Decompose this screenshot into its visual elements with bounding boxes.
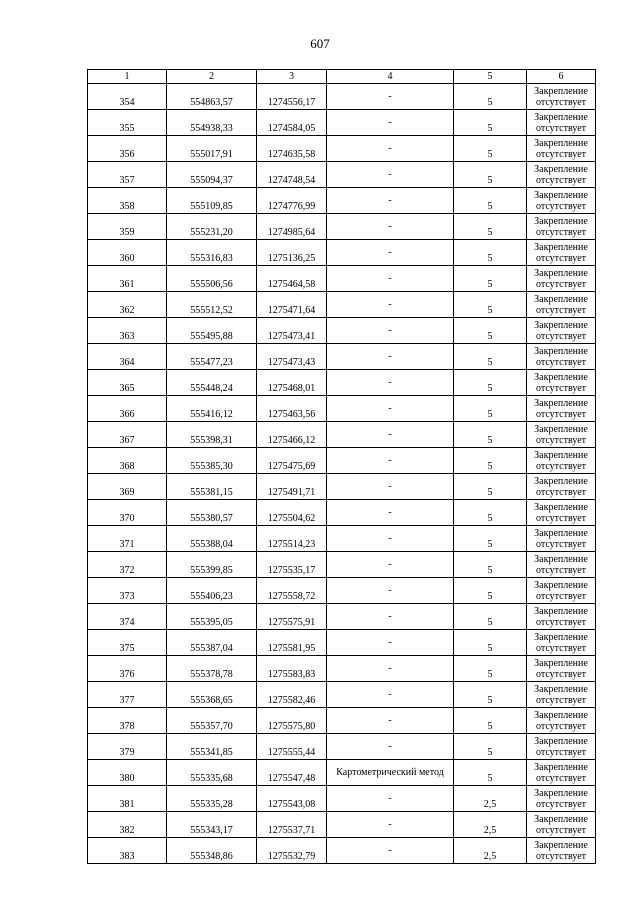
accuracy-cell: 5 xyxy=(454,656,527,682)
fixing-line-2: отсутствует xyxy=(535,148,587,160)
fixing-line-1: Закрепление xyxy=(534,319,588,331)
y-coordinate-cell: 1275582,46 xyxy=(257,682,327,708)
method-cell: - xyxy=(327,292,454,318)
fixing-line-1: Закрепление xyxy=(534,475,588,487)
fixing-line-2: отсутствует xyxy=(535,798,587,810)
accuracy-cell: 5 xyxy=(454,448,527,474)
fixing-line-1: Закрепление xyxy=(534,787,588,799)
table-row xyxy=(88,734,596,760)
x-coordinate-cell: 555335,68 xyxy=(167,760,257,786)
y-coordinate-cell: 1275575,91 xyxy=(257,604,327,630)
point-number-cell: 356 xyxy=(88,136,167,162)
y-coordinate-cell: 1275136,25 xyxy=(257,240,327,266)
fixing-line-1: Закрепление xyxy=(534,111,588,123)
accuracy-cell: 5 xyxy=(454,500,527,526)
header-col-2: 2 xyxy=(167,70,257,84)
method-cell: - xyxy=(327,422,454,448)
table-row xyxy=(88,500,596,526)
fixing-line-1: Закрепление xyxy=(534,631,588,643)
point-number-cell: 374 xyxy=(88,604,167,630)
y-coordinate-cell: 1274556,17 xyxy=(257,84,327,110)
x-coordinate-cell: 555416,12 xyxy=(167,396,257,422)
fixing-line-1: Закрепление xyxy=(534,839,588,851)
fixing-line-2: отсутствует xyxy=(535,694,587,706)
fixing-description-cell xyxy=(527,500,596,526)
x-coordinate-cell: 555448,24 xyxy=(167,370,257,396)
fixing-description-cell xyxy=(527,318,596,344)
fixing-line-2: отсутствует xyxy=(535,590,587,602)
method-cell: - xyxy=(327,708,454,734)
y-coordinate-cell: 1275555,44 xyxy=(257,734,327,760)
fixing-line-1: Закрепление xyxy=(534,449,588,461)
fixing-description-cell xyxy=(527,708,596,734)
point-number-cell: 359 xyxy=(88,214,167,240)
method-cell: Картометрический метод xyxy=(327,760,454,786)
fixing-line-2: отсутствует xyxy=(535,174,587,186)
method-cell: - xyxy=(327,526,454,552)
x-coordinate-cell: 555109,85 xyxy=(167,188,257,214)
fixing-description-cell xyxy=(527,474,596,500)
fixing-line-2: отсутствует xyxy=(535,434,587,446)
fixing-line-1: Закрепление xyxy=(534,241,588,253)
fixing-line-1: Закрепление xyxy=(534,189,588,201)
fixing-description-cell xyxy=(527,656,596,682)
table-row xyxy=(88,136,596,162)
fixing-line-2: отсутствует xyxy=(535,850,587,862)
fixing-line-2: отсутствует xyxy=(535,746,587,758)
fixing-line-1: Закрепление xyxy=(534,553,588,565)
accuracy-cell: 5 xyxy=(454,604,527,630)
fixing-line-2: отсутствует xyxy=(535,382,587,394)
accuracy-cell: 5 xyxy=(454,344,527,370)
header-col-1: 1 xyxy=(88,70,167,84)
method-cell: - xyxy=(327,318,454,344)
y-coordinate-cell: 1275575,80 xyxy=(257,708,327,734)
accuracy-cell: 5 xyxy=(454,266,527,292)
fixing-line-1: Закрепление xyxy=(534,683,588,695)
fixing-description-cell xyxy=(527,682,596,708)
point-number-cell: 380 xyxy=(88,760,167,786)
fixing-description-cell xyxy=(527,344,596,370)
accuracy-cell: 5 xyxy=(454,578,527,604)
method-cell: - xyxy=(327,136,454,162)
point-number-cell: 370 xyxy=(88,500,167,526)
table-row xyxy=(88,526,596,552)
fixing-line-2: отсутствует xyxy=(535,96,587,108)
fixing-line-2: отсутствует xyxy=(535,278,587,290)
fixing-line-2: отсутствует xyxy=(535,486,587,498)
header-col-6: 6 xyxy=(527,70,596,84)
table-row xyxy=(88,84,596,110)
fixing-description-cell xyxy=(527,578,596,604)
fixing-line-1: Закрепление xyxy=(534,501,588,513)
method-cell: - xyxy=(327,344,454,370)
fixing-line-1: Закрепление xyxy=(534,397,588,409)
accuracy-cell: 5 xyxy=(454,318,527,344)
fixing-line-1: Закрепление xyxy=(534,293,588,305)
point-number-cell: 376 xyxy=(88,656,167,682)
method-cell: - xyxy=(327,188,454,214)
table-row xyxy=(88,656,596,682)
fixing-line-1: Закрепление xyxy=(534,527,588,539)
method-cell: - xyxy=(327,552,454,578)
table-row xyxy=(88,240,596,266)
y-coordinate-cell: 1275543,08 xyxy=(257,786,327,812)
point-number-cell: 369 xyxy=(88,474,167,500)
y-coordinate-cell: 1275475,69 xyxy=(257,448,327,474)
fixing-line-1: Закрепление xyxy=(534,709,588,721)
point-number-cell: 364 xyxy=(88,344,167,370)
fixing-description-cell xyxy=(527,604,596,630)
fixing-line-1: Закрепление xyxy=(534,735,588,747)
x-coordinate-cell: 555094,37 xyxy=(167,162,257,188)
point-number-cell: 365 xyxy=(88,370,167,396)
y-coordinate-cell: 1275504,62 xyxy=(257,500,327,526)
fixing-description-cell xyxy=(527,84,596,110)
y-coordinate-cell: 1275471,64 xyxy=(257,292,327,318)
accuracy-cell: 5 xyxy=(454,188,527,214)
y-coordinate-cell: 1275468,01 xyxy=(257,370,327,396)
method-cell: - xyxy=(327,240,454,266)
y-coordinate-cell: 1274985,64 xyxy=(257,214,327,240)
fixing-line-1: Закрепление xyxy=(534,215,588,227)
accuracy-cell: 5 xyxy=(454,110,527,136)
method-cell: - xyxy=(327,786,454,812)
table-row xyxy=(88,552,596,578)
point-number-cell: 375 xyxy=(88,630,167,656)
x-coordinate-cell: 555378,78 xyxy=(167,656,257,682)
y-coordinate-cell: 1275491,71 xyxy=(257,474,327,500)
point-number-cell: 367 xyxy=(88,422,167,448)
accuracy-cell: 2,5 xyxy=(454,786,527,812)
point-number-cell: 361 xyxy=(88,266,167,292)
table-row xyxy=(88,344,596,370)
method-cell: - xyxy=(327,500,454,526)
point-number-cell: 383 xyxy=(88,838,167,864)
accuracy-cell: 5 xyxy=(454,526,527,552)
fixing-line-2: отсутствует xyxy=(535,824,587,836)
method-cell: - xyxy=(327,734,454,760)
fixing-line-2: отсутствует xyxy=(535,616,587,628)
point-number-cell: 366 xyxy=(88,396,167,422)
x-coordinate-cell: 555381,15 xyxy=(167,474,257,500)
table-row xyxy=(88,448,596,474)
accuracy-cell: 2,5 xyxy=(454,812,527,838)
fixing-line-1: Закрепление xyxy=(534,761,588,773)
fixing-line-1: Закрепление xyxy=(534,345,588,357)
header-col-3: 3 xyxy=(257,70,327,84)
x-coordinate-cell: 554863,57 xyxy=(167,84,257,110)
fixing-description-cell xyxy=(527,110,596,136)
fixing-line-1: Закрепление xyxy=(534,163,588,175)
header-row xyxy=(88,70,596,84)
x-coordinate-cell: 555388,04 xyxy=(167,526,257,552)
fixing-line-2: отсутствует xyxy=(535,772,587,784)
fixing-line-1: Закрепление xyxy=(534,371,588,383)
y-coordinate-cell: 1275583,83 xyxy=(257,656,327,682)
fixing-line-1: Закрепление xyxy=(534,605,588,617)
method-cell: - xyxy=(327,214,454,240)
x-coordinate-cell: 555017,91 xyxy=(167,136,257,162)
fixing-description-cell xyxy=(527,552,596,578)
fixing-line-2: отсутствует xyxy=(535,252,587,264)
table-header xyxy=(88,70,596,84)
table-row xyxy=(88,214,596,240)
x-coordinate-cell: 555368,65 xyxy=(167,682,257,708)
fixing-line-1: Закрепление xyxy=(534,579,588,591)
y-coordinate-cell: 1275514,23 xyxy=(257,526,327,552)
x-coordinate-cell: 555385,30 xyxy=(167,448,257,474)
accuracy-cell: 5 xyxy=(454,708,527,734)
fixing-description-cell xyxy=(527,422,596,448)
accuracy-cell: 5 xyxy=(454,292,527,318)
accuracy-cell: 5 xyxy=(454,136,527,162)
method-cell: - xyxy=(327,266,454,292)
y-coordinate-cell: 1274748,54 xyxy=(257,162,327,188)
y-coordinate-cell: 1274584,05 xyxy=(257,110,327,136)
point-number-cell: 382 xyxy=(88,812,167,838)
fixing-description-cell xyxy=(527,396,596,422)
table-row xyxy=(88,578,596,604)
y-coordinate-cell: 1275464,58 xyxy=(257,266,327,292)
accuracy-cell: 5 xyxy=(454,630,527,656)
fixing-line-2: отсутствует xyxy=(535,642,587,654)
x-coordinate-cell: 555477,23 xyxy=(167,344,257,370)
table-row xyxy=(88,266,596,292)
x-coordinate-cell: 555348,86 xyxy=(167,838,257,864)
point-number-cell: 357 xyxy=(88,162,167,188)
fixing-description-cell xyxy=(527,734,596,760)
x-coordinate-cell: 555231,20 xyxy=(167,214,257,240)
fixing-line-1: Закрепление xyxy=(534,137,588,149)
point-number-cell: 373 xyxy=(88,578,167,604)
fixing-line-2: отсутствует xyxy=(535,538,587,550)
fixing-description-cell xyxy=(527,266,596,292)
table-row xyxy=(88,318,596,344)
accuracy-cell: 5 xyxy=(454,84,527,110)
table-row xyxy=(88,682,596,708)
fixing-line-1: Закрепление xyxy=(534,423,588,435)
accuracy-cell: 5 xyxy=(454,422,527,448)
fixing-line-2: отсутствует xyxy=(535,720,587,732)
method-cell: - xyxy=(327,578,454,604)
y-coordinate-cell: 1275532,79 xyxy=(257,838,327,864)
x-coordinate-cell: 555357,70 xyxy=(167,708,257,734)
table-row xyxy=(88,474,596,500)
table-body xyxy=(88,84,596,864)
accuracy-cell: 5 xyxy=(454,240,527,266)
method-cell: - xyxy=(327,396,454,422)
x-coordinate-cell: 555506,56 xyxy=(167,266,257,292)
point-number-cell: 379 xyxy=(88,734,167,760)
accuracy-cell: 5 xyxy=(454,396,527,422)
fixing-line-1: Закрепление xyxy=(534,267,588,279)
fixing-line-1: Закрепление xyxy=(534,657,588,669)
fixing-description-cell xyxy=(527,838,596,864)
point-number-cell: 378 xyxy=(88,708,167,734)
table-row xyxy=(88,760,596,786)
fixing-description-cell xyxy=(527,448,596,474)
fixing-line-2: отсутствует xyxy=(535,200,587,212)
y-coordinate-cell: 1274776,99 xyxy=(257,188,327,214)
accuracy-cell: 5 xyxy=(454,162,527,188)
point-number-cell: 363 xyxy=(88,318,167,344)
y-coordinate-cell: 1275466,12 xyxy=(257,422,327,448)
fixing-description-cell xyxy=(527,188,596,214)
x-coordinate-cell: 555343,17 xyxy=(167,812,257,838)
x-coordinate-cell: 555380,57 xyxy=(167,500,257,526)
fixing-description-cell xyxy=(527,760,596,786)
method-cell: - xyxy=(327,84,454,110)
table-row xyxy=(88,188,596,214)
point-number-cell: 381 xyxy=(88,786,167,812)
fixing-description-cell xyxy=(527,812,596,838)
y-coordinate-cell: 1275581,95 xyxy=(257,630,327,656)
table-row xyxy=(88,396,596,422)
fixing-line-1: Закрепление xyxy=(534,85,588,97)
point-number-cell: 360 xyxy=(88,240,167,266)
x-coordinate-cell: 555406,23 xyxy=(167,578,257,604)
table-row xyxy=(88,838,596,864)
table-row xyxy=(88,630,596,656)
page-number: 607 xyxy=(310,36,330,51)
fixing-description-cell xyxy=(527,136,596,162)
y-coordinate-cell: 1275537,71 xyxy=(257,812,327,838)
table-row xyxy=(88,110,596,136)
point-number-cell: 355 xyxy=(88,110,167,136)
y-coordinate-cell: 1275463,56 xyxy=(257,396,327,422)
fixing-line-2: отсутствует xyxy=(535,460,587,472)
method-cell: - xyxy=(327,682,454,708)
y-coordinate-cell: 1275547,48 xyxy=(257,760,327,786)
point-number-cell: 377 xyxy=(88,682,167,708)
table-row xyxy=(88,812,596,838)
fixing-line-2: отсутствует xyxy=(535,668,587,680)
accuracy-cell: 5 xyxy=(454,370,527,396)
fixing-description-cell xyxy=(527,292,596,318)
fixing-line-2: отсутствует xyxy=(535,304,587,316)
header-col-5: 5 xyxy=(454,70,527,84)
method-cell: - xyxy=(327,370,454,396)
table-row xyxy=(88,422,596,448)
accuracy-cell: 5 xyxy=(454,474,527,500)
point-number-cell: 354 xyxy=(88,84,167,110)
y-coordinate-cell: 1275473,43 xyxy=(257,344,327,370)
method-cell: - xyxy=(327,838,454,864)
y-coordinate-cell: 1275473,41 xyxy=(257,318,327,344)
x-coordinate-cell: 554938,33 xyxy=(167,110,257,136)
method-cell: - xyxy=(327,604,454,630)
fixing-line-2: отсутствует xyxy=(535,564,587,576)
method-cell: - xyxy=(327,162,454,188)
fixing-description-cell xyxy=(527,786,596,812)
x-coordinate-cell: 555316,83 xyxy=(167,240,257,266)
fixing-description-cell xyxy=(527,526,596,552)
x-coordinate-cell: 555495,88 xyxy=(167,318,257,344)
fixing-line-2: отсутствует xyxy=(535,122,587,134)
point-number-cell: 358 xyxy=(88,188,167,214)
y-coordinate-cell: 1275558,72 xyxy=(257,578,327,604)
table-row xyxy=(88,162,596,188)
fixing-description-cell xyxy=(527,630,596,656)
accuracy-cell: 5 xyxy=(454,734,527,760)
method-cell: - xyxy=(327,630,454,656)
fixing-line-2: отсутствует xyxy=(535,408,587,420)
fixing-line-1: Закрепление xyxy=(534,813,588,825)
table-row xyxy=(88,370,596,396)
fixing-description-cell xyxy=(527,214,596,240)
accuracy-cell: 5 xyxy=(454,552,527,578)
table-row xyxy=(88,708,596,734)
fixing-description-cell xyxy=(527,370,596,396)
fixing-line-2: отсутствует xyxy=(535,512,587,524)
y-coordinate-cell: 1274635,58 xyxy=(257,136,327,162)
table-row xyxy=(88,292,596,318)
point-number-cell: 368 xyxy=(88,448,167,474)
coordinates-table xyxy=(87,69,596,864)
method-cell: - xyxy=(327,448,454,474)
x-coordinate-cell: 555399,85 xyxy=(167,552,257,578)
point-number-cell: 372 xyxy=(88,552,167,578)
accuracy-cell: 5 xyxy=(454,682,527,708)
point-number-cell: 371 xyxy=(88,526,167,552)
fixing-line-2: отсутствует xyxy=(535,330,587,342)
x-coordinate-cell: 555341,85 xyxy=(167,734,257,760)
x-coordinate-cell: 555512,52 xyxy=(167,292,257,318)
header-col-4: 4 xyxy=(327,70,454,84)
method-cell: - xyxy=(327,812,454,838)
x-coordinate-cell: 555335,28 xyxy=(167,786,257,812)
fixing-line-2: отсутствует xyxy=(535,356,587,368)
point-number-cell: 362 xyxy=(88,292,167,318)
fixing-description-cell xyxy=(527,162,596,188)
table-row xyxy=(88,786,596,812)
y-coordinate-cell: 1275535,17 xyxy=(257,552,327,578)
x-coordinate-cell: 555398,31 xyxy=(167,422,257,448)
fixing-description-cell xyxy=(527,240,596,266)
table-row xyxy=(88,604,596,630)
accuracy-cell: 2,5 xyxy=(454,838,527,864)
fixing-line-2: отсутствует xyxy=(535,226,587,238)
x-coordinate-cell: 555387,04 xyxy=(167,630,257,656)
method-cell: - xyxy=(327,474,454,500)
method-cell: - xyxy=(327,110,454,136)
method-cell: - xyxy=(327,656,454,682)
x-coordinate-cell: 555395,05 xyxy=(167,604,257,630)
accuracy-cell: 5 xyxy=(454,760,527,786)
accuracy-cell: 5 xyxy=(454,214,527,240)
